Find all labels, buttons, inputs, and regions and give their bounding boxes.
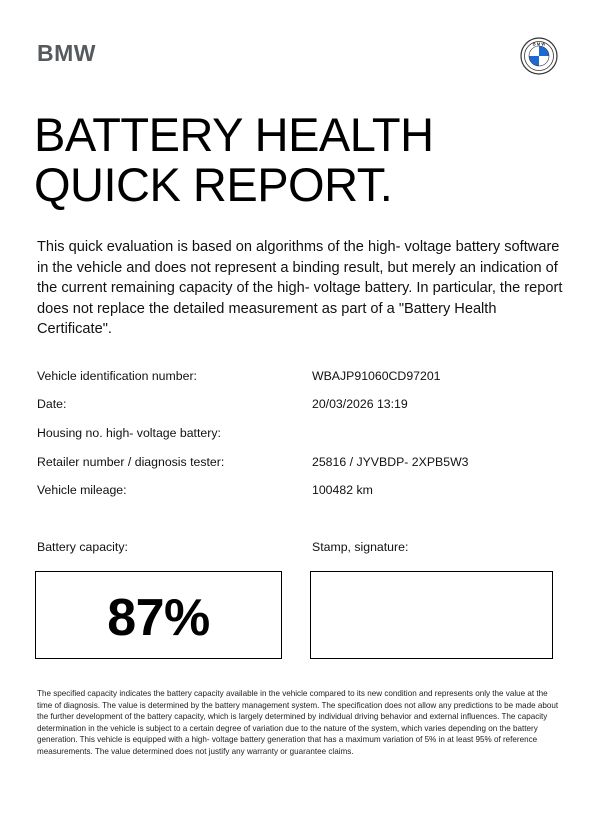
detail-row-mileage	[37, 483, 557, 503]
detail-value: WBAJP91060CD97201	[312, 369, 441, 383]
battery-capacity-value: 87%	[107, 589, 210, 647]
brand-name: BMW	[37, 40, 96, 66]
battery-capacity-box	[35, 571, 282, 659]
stamp-signature-box	[310, 571, 553, 659]
intro-paragraph: This quick evaluation is based on algorithms of the high- voltage battery software in the vehicle and does not represent a binding result, but merely an indication of the current remaining capacity of the high- voltage battery. In particular, the report does not replace the detailed measurement as part of a "Battery Health Certificate".	[37, 239, 563, 337]
detail-row-housing	[37, 426, 557, 446]
detail-label: Date:	[37, 397, 67, 411]
disclaimer-footnote: The specified capacity indicates the battery capacity available in the vehicle compared to its new condition and represents only the value at the time of diagnosis. The value is determined by the battery management system. The specification does not allow any predictions to be made about the further development of the battery capacity, which is largely determined by individual driving behavior and external influences. The capacity determination in the vehicle is subject to a certain degree of variation due to the nature of the system, which varies depending on the battery generation. This vehicle is equipped with a high- voltage battery generation that has a maximum variation of 5% in at least 95% of reference measurements. The value determined does not justify any warranty or guarantee claims.	[37, 689, 559, 756]
detail-label: Vehicle identification number:	[37, 369, 197, 383]
title-line-1: BATTERY HEALTH	[34, 108, 434, 161]
battery-capacity-label: Battery capacity:	[37, 540, 128, 554]
title-line-2: QUICK REPORT.	[34, 158, 393, 211]
detail-label: Retailer number / diagnosis tester:	[37, 455, 225, 469]
detail-label: Vehicle mileage:	[37, 483, 127, 497]
detail-row-retailer	[37, 455, 557, 475]
detail-value: 100482 km	[312, 483, 373, 497]
detail-row-vin	[37, 369, 557, 389]
svg-text:B M W: B M W	[532, 41, 546, 47]
stamp-signature-label: Stamp, signature:	[312, 540, 409, 554]
report-title	[34, 110, 574, 210]
bmw-roundel-icon	[520, 37, 558, 75]
detail-value: 20/03/2026 13:19	[312, 397, 408, 411]
detail-label: Housing no. high- voltage battery:	[37, 426, 221, 440]
detail-value: 25816 / JYVBDP- 2XPB5W3	[312, 455, 469, 469]
detail-row-date	[37, 397, 557, 417]
